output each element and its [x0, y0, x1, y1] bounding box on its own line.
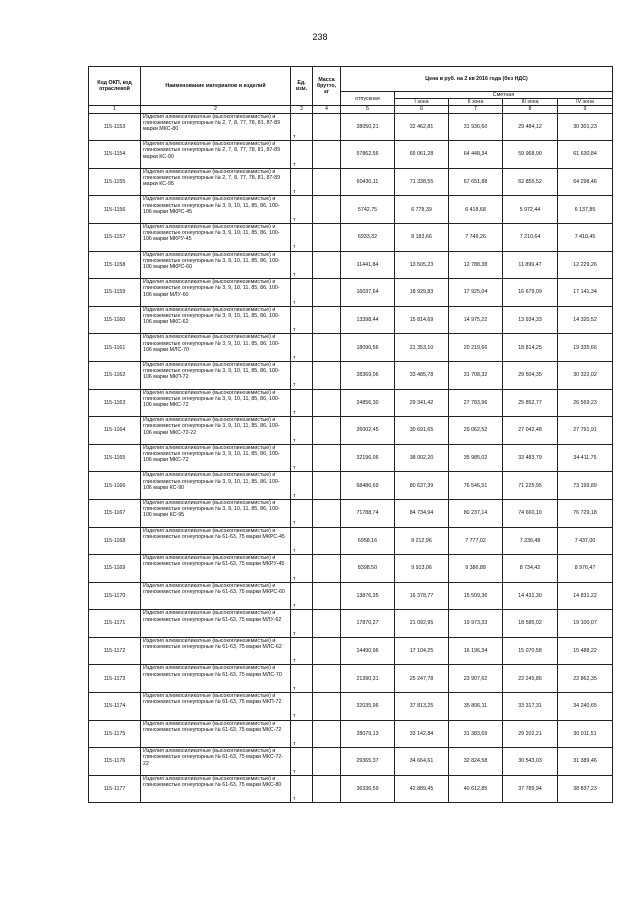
cell-zone-4-price: 34 240,65 — [558, 693, 613, 721]
cell-mass — [313, 113, 341, 141]
column-index: 3 — [291, 106, 313, 113]
cell-release-price: 8398,50 — [341, 555, 395, 583]
cell-mass — [313, 610, 341, 638]
column-index: 4 — [313, 106, 341, 113]
cell-code: 115-1173 — [89, 665, 141, 693]
cell-zone-2-price: 32 824,58 — [449, 748, 503, 776]
cell-zone-3-price: 29 504,35 — [503, 361, 558, 389]
cell-unit: т — [291, 141, 313, 169]
cell-zone-4-price: 31 389,46 — [558, 748, 613, 776]
cell-mass — [313, 499, 341, 527]
cell-unit: т — [291, 223, 313, 251]
column-index: 6 — [395, 106, 449, 113]
cell-zone-3-price: 11 899,47 — [503, 251, 558, 279]
cell-zone-2-price: 31 708,32 — [449, 361, 503, 389]
cell-release-price: 14490,96 — [341, 637, 395, 665]
header-price-group: Цена в руб. на 2 кв 2016 года (без НДС) — [341, 67, 613, 92]
cell-zone-1-price: 15 814,69 — [395, 306, 449, 334]
cell-zone-2-price: 12 788,38 — [449, 251, 503, 279]
table-row — [89, 223, 613, 251]
cell-name: Изделия алюмосиликатные (высокоглиноземистые) и глиноземистые огнеупорные № 61-63, 75 марки МКС-72 — [141, 720, 291, 748]
cell-code: 115-1176 — [89, 748, 141, 776]
cell-code: 115-1166 — [89, 472, 141, 500]
cell-name: Изделия алюмосиликатные (высокоглиноземистые) и глиноземистые огнеупорные № 3, 9, 10, 11, 85, 86, 100-106 марки КС-95 — [141, 499, 291, 527]
cell-name: Изделия алюмосиликатные (высокоглиноземистые) и глиноземистые огнеупорные № 3, 9, 10, 11, 85, 86, 100-106 марки МКРУ-45 — [141, 223, 291, 251]
cell-mass — [313, 693, 341, 721]
cell-zone-3-price: 7 210,64 — [503, 223, 558, 251]
cell-zone-4-price: 30 322,02 — [558, 361, 613, 389]
cell-zone-1-price: 33 142,84 — [395, 720, 449, 748]
cell-zone-3-price: 22 245,86 — [503, 665, 558, 693]
cell-name: Изделия алюмосиликатные (высокоглиноземистые) и глиноземистые огнеупорные № 2, 7, 8, 77, 78, 81, 87-89 марки КС-90 — [141, 141, 291, 169]
cell-zone-4-price: 26 569,23 — [558, 389, 613, 417]
cell-mass — [313, 251, 341, 279]
cell-name: Изделия алюмосиликатные (высокоглиноземистые) и глиноземистые огнеупорные № 3, 9, 10, 11, 85, 86, 100-106 марки МЛС-70 — [141, 334, 291, 362]
cell-code: 115-1160 — [89, 306, 141, 334]
cell-zone-2-price: 31 383,69 — [449, 720, 503, 748]
cell-zone-2-price: 16 196,34 — [449, 637, 503, 665]
cell-unit: т — [291, 499, 313, 527]
cell-zone-2-price: 35 985,02 — [449, 444, 503, 472]
cell-zone-3-price: 29 202,21 — [503, 720, 558, 748]
cell-code: 115-1159 — [89, 279, 141, 307]
cell-name: Изделия алюмосиликатные (высокоглиноземистые) и глиноземистые огнеупорные № 3, 9, 10, 11, 85, 86, 100-106 марки МКРС-60 — [141, 251, 291, 279]
cell-release-price: 28050,21 — [341, 113, 395, 141]
table-row — [89, 555, 613, 583]
cell-unit: т — [291, 306, 313, 334]
cell-zone-3-price: 13 934,33 — [503, 306, 558, 334]
cell-name: Изделия алюмосиликатные (высокоглиноземистые) и глиноземистые огнеупорные № 2, 7, 8, 77, 78, 81, 87-89 марки МКС-80 — [141, 113, 291, 141]
cell-zone-1-price: 34 664,61 — [395, 748, 449, 776]
cell-zone-1-price: 80 637,39 — [395, 472, 449, 500]
cell-unit: т — [291, 775, 313, 803]
cell-code: 115-1156 — [89, 196, 141, 224]
column-index: 1 — [89, 106, 141, 113]
cell-zone-3-price: 33 317,31 — [503, 693, 558, 721]
cell-name: Изделия алюмосиликатные (высокоглиноземистые) и глиноземистые огнеупорные № 3, 9, 10, 11, 85, 86, 100-106 марки МКС-72 — [141, 389, 291, 417]
cell-release-price: 18090,56 — [341, 334, 395, 362]
cell-zone-4-price: 61 630,84 — [558, 141, 613, 169]
cell-zone-2-price: 23 907,62 — [449, 665, 503, 693]
cell-zone-2-price: 64 448,34 — [449, 141, 503, 169]
cell-release-price: 29365,37 — [341, 748, 395, 776]
cell-unit: т — [291, 582, 313, 610]
cell-release-price: 11441,84 — [341, 251, 395, 279]
cell-name: Изделия алюмосиликатные (высокоглиноземистые) и глиноземистые огнеупорные № 61-63, 75 марки МКРС-60 — [141, 582, 291, 610]
cell-mass — [313, 223, 341, 251]
page-number: 238 — [312, 32, 328, 42]
cell-code: 115-1162 — [89, 361, 141, 389]
cell-zone-2-price: 31 936,60 — [449, 113, 503, 141]
cell-unit: т — [291, 417, 313, 445]
cell-unit: т — [291, 279, 313, 307]
cell-zone-4-price: 7 437,00 — [558, 527, 613, 555]
table-row — [89, 637, 613, 665]
price-table — [88, 66, 613, 803]
column-index: 9 — [558, 106, 613, 113]
cell-zone-2-price: 7 749,26 — [449, 223, 503, 251]
table-row — [89, 251, 613, 279]
cell-zone-2-price: 9 386,88 — [449, 555, 503, 583]
cell-zone-2-price: 27 783,96 — [449, 389, 503, 417]
cell-zone-4-price: 22 862,35 — [558, 665, 613, 693]
cell-zone-1-price: 38 002,20 — [395, 444, 449, 472]
cell-release-price: 71788,74 — [341, 499, 395, 527]
cell-zone-2-price: 14 975,22 — [449, 306, 503, 334]
cell-release-price: 26002,45 — [341, 417, 395, 445]
table-row — [89, 196, 613, 224]
cell-zone-2-price: 20 219,66 — [449, 334, 503, 362]
cell-zone-3-price: 30 543,03 — [503, 748, 558, 776]
cell-mass — [313, 665, 341, 693]
cell-code: 115-1177 — [89, 775, 141, 803]
cell-zone-2-price: 15 509,36 — [449, 582, 503, 610]
table-row — [89, 582, 613, 610]
column-index: 8 — [503, 106, 558, 113]
cell-mass — [313, 141, 341, 169]
cell-zone-3-price: 7 236,48 — [503, 527, 558, 555]
cell-zone-3-price: 33 483,79 — [503, 444, 558, 472]
cell-zone-1-price: 21 353,10 — [395, 334, 449, 362]
cell-code: 115-1168 — [89, 527, 141, 555]
cell-mass — [313, 196, 341, 224]
cell-zone-4-price: 14 831,22 — [558, 582, 613, 610]
cell-code: 115-1153 — [89, 113, 141, 141]
cell-zone-1-price: 18 929,83 — [395, 279, 449, 307]
cell-zone-1-price: 8 212,96 — [395, 527, 449, 555]
cell-mass — [313, 279, 341, 307]
cell-zone-1-price: 6 778,39 — [395, 196, 449, 224]
cell-zone-3-price: 16 679,09 — [503, 279, 558, 307]
table-row — [89, 113, 613, 141]
cell-mass — [313, 775, 341, 803]
cell-code: 115-1158 — [89, 251, 141, 279]
cell-unit: т — [291, 693, 313, 721]
cell-zone-1-price: 65 061,28 — [395, 141, 449, 169]
cell-zone-4-price: 17 141,34 — [558, 279, 613, 307]
cell-mass — [313, 361, 341, 389]
cell-zone-1-price: 30 691,65 — [395, 417, 449, 445]
cell-zone-4-price: 76 729,18 — [558, 499, 613, 527]
header-name: Наименование материалов и изделий — [141, 67, 291, 106]
cell-zone-3-price: 18 814,25 — [503, 334, 558, 362]
cell-name: Изделия алюмосиликатные (высокоглиноземистые) и глиноземистые огнеупорные № 61-63, 75 марки МЛС-70 — [141, 665, 291, 693]
cell-zone-2-price: 29 062,52 — [449, 417, 503, 445]
cell-unit: т — [291, 610, 313, 638]
cell-unit: т — [291, 361, 313, 389]
cell-code: 115-1175 — [89, 720, 141, 748]
cell-zone-1-price: 9 913,06 — [395, 555, 449, 583]
cell-unit: т — [291, 389, 313, 417]
cell-code: 115-1172 — [89, 637, 141, 665]
cell-zone-3-price: 25 852,77 — [503, 389, 558, 417]
cell-zone-2-price: 80 237,14 — [449, 499, 503, 527]
cell-mass — [313, 748, 341, 776]
cell-release-price: 5742,75 — [341, 196, 395, 224]
cell-name: Изделия алюмосиликатные (высокоглиноземистые) и глиноземистые огнеупорные № 3, 9, 10, 11, 85, 86, 100-106 марки КС-90 — [141, 472, 291, 500]
cell-code: 115-1154 — [89, 141, 141, 169]
cell-zone-3-price: 8 734,42 — [503, 555, 558, 583]
cell-zone-4-price: 8 976,47 — [558, 555, 613, 583]
cell-zone-4-price: 15 488,22 — [558, 637, 613, 665]
table-row — [89, 775, 613, 803]
header-zone-1: I зона — [395, 99, 449, 106]
cell-release-price: 13876,35 — [341, 582, 395, 610]
cell-zone-1-price: 25 247,78 — [395, 665, 449, 693]
cell-zone-2-price: 6 418,68 — [449, 196, 503, 224]
cell-name: Изделия алюмосиликатные (высокоглиноземистые) и глиноземистые огнеупорные № 3, 9, 10, 11, 85, 86, 100-106 марки МКП-72 — [141, 361, 291, 389]
table-row — [89, 499, 613, 527]
cell-unit: т — [291, 196, 313, 224]
cell-unit: т — [291, 720, 313, 748]
cell-zone-4-price: 64 298,46 — [558, 168, 613, 196]
cell-unit: т — [291, 168, 313, 196]
cell-zone-4-price: 30 011,51 — [558, 720, 613, 748]
cell-release-price: 28369,06 — [341, 361, 395, 389]
cell-unit: т — [291, 637, 313, 665]
table-row — [89, 693, 613, 721]
table-row — [89, 610, 613, 638]
cell-code: 115-1164 — [89, 417, 141, 445]
cell-zone-3-price: 37 789,94 — [503, 775, 558, 803]
cell-code: 115-1157 — [89, 223, 141, 251]
cell-release-price: 32035,96 — [341, 693, 395, 721]
cell-zone-3-price: 15 070,58 — [503, 637, 558, 665]
cell-code: 115-1174 — [89, 693, 141, 721]
table-row — [89, 334, 613, 362]
cell-zone-3-price: 59 968,90 — [503, 141, 558, 169]
cell-zone-2-price: 40 612,85 — [449, 775, 503, 803]
header-release-price: отпускная — [341, 92, 395, 106]
cell-name: Изделия алюмосиликатные (высокоглиноземистые) и глиноземистые огнеупорные № 3, 9, 10, 11, 85, 86, 100-106 марки МКС-72-22 — [141, 417, 291, 445]
cell-name: Изделия алюмосиликатные (высокоглиноземистые) и глиноземистые огнеупорные № 61-63, 75 марки МКС-72-22 — [141, 748, 291, 776]
cell-zone-3-price: 74 660,10 — [503, 499, 558, 527]
cell-zone-4-price: 19 100,07 — [558, 610, 613, 638]
cell-zone-1-price: 33 485,78 — [395, 361, 449, 389]
cell-zone-3-price: 14 431,30 — [503, 582, 558, 610]
cell-unit: т — [291, 472, 313, 500]
cell-zone-1-price: 42 889,45 — [395, 775, 449, 803]
header-zone-3: III зона — [503, 99, 558, 106]
cell-zone-2-price: 17 925,04 — [449, 279, 503, 307]
cell-code: 115-1170 — [89, 582, 141, 610]
table-body — [89, 113, 613, 803]
cell-zone-4-price: 14 320,52 — [558, 306, 613, 334]
cell-zone-1-price: 21 092,95 — [395, 610, 449, 638]
header-unit: Ед. изм. — [291, 67, 313, 106]
cell-name: Изделия алюмосиликатные (высокоглиноземистые) и глиноземистые огнеупорные № 61-63, 75 марки МКС-80 — [141, 775, 291, 803]
cell-zone-2-price: 67 651,88 — [449, 168, 503, 196]
cell-unit: т — [291, 251, 313, 279]
cell-zone-4-price: 30 301,23 — [558, 113, 613, 141]
table-row — [89, 665, 613, 693]
cell-zone-4-price: 73 199,89 — [558, 472, 613, 500]
cell-mass — [313, 417, 341, 445]
cell-release-price: 28079,13 — [341, 720, 395, 748]
cell-zone-4-price: 38 837,23 — [558, 775, 613, 803]
cell-name: Изделия алюмосиликатные (высокоглиноземистые) и глиноземистые огнеупорные № 2, 7, 8, 77, 78, 81, 87-89 марки КС-95 — [141, 168, 291, 196]
cell-zone-3-price: 71 225,95 — [503, 472, 558, 500]
cell-release-price: 21390,31 — [341, 665, 395, 693]
cell-name: Изделия алюмосиликатные (высокоглиноземистые) и глиноземистые огнеупорные № 61-63, 75 марки МКРУ-45 — [141, 555, 291, 583]
cell-zone-1-price: 84 734,94 — [395, 499, 449, 527]
cell-zone-4-price: 27 791,91 — [558, 417, 613, 445]
cell-zone-2-price: 35 806,11 — [449, 693, 503, 721]
cell-unit: т — [291, 444, 313, 472]
column-index: 7 — [449, 106, 503, 113]
cell-unit: т — [291, 555, 313, 583]
cell-release-price: 36336,59 — [341, 775, 395, 803]
table-row — [89, 527, 613, 555]
cell-zone-1-price: 29 341,42 — [395, 389, 449, 417]
table-row — [89, 444, 613, 472]
cell-zone-1-price: 17 104,25 — [395, 637, 449, 665]
table-row — [89, 279, 613, 307]
cell-release-price: 57862,56 — [341, 141, 395, 169]
header-mass: Масса брутто, кг — [313, 67, 341, 106]
cell-zone-1-price: 16 378,77 — [395, 582, 449, 610]
cell-zone-1-price: 37 813,25 — [395, 693, 449, 721]
table-row — [89, 306, 613, 334]
cell-mass — [313, 582, 341, 610]
header-zone-2: II зона — [449, 99, 503, 106]
cell-zone-3-price: 5 972,44 — [503, 196, 558, 224]
cell-zone-4-price: 12 229,26 — [558, 251, 613, 279]
cell-zone-4-price: 34 411,75 — [558, 444, 613, 472]
cell-release-price: 6933,32 — [341, 223, 395, 251]
table-row — [89, 389, 613, 417]
cell-zone-1-price: 71 338,55 — [395, 168, 449, 196]
header-code: Код ОКП, код отраслевой — [89, 67, 141, 106]
cell-mass — [313, 306, 341, 334]
cell-code: 115-1161 — [89, 334, 141, 362]
column-index: 5 — [341, 106, 395, 113]
table-row — [89, 361, 613, 389]
cell-mass — [313, 168, 341, 196]
cell-unit: т — [291, 113, 313, 141]
table-row — [89, 168, 613, 196]
cell-zone-3-price: 29 484,12 — [503, 113, 558, 141]
cell-mass — [313, 555, 341, 583]
cell-release-price: 13398,44 — [341, 306, 395, 334]
cell-unit: т — [291, 334, 313, 362]
cell-name: Изделия алюмосиликатные (высокоглиноземистые) и глиноземистые огнеупорные № 3, 9, 10, 11, 85, 86, 100-106 марки МЛУ-60 — [141, 279, 291, 307]
table-row — [89, 748, 613, 776]
cell-unit: т — [291, 665, 313, 693]
cell-unit: т — [291, 748, 313, 776]
cell-mass — [313, 444, 341, 472]
cell-mass — [313, 527, 341, 555]
cell-release-price: 68486,69 — [341, 472, 395, 500]
cell-mass — [313, 720, 341, 748]
cell-mass — [313, 389, 341, 417]
column-index: 2 — [141, 106, 291, 113]
cell-zone-4-price: 6 137,85 — [558, 196, 613, 224]
cell-zone-1-price: 13 505,23 — [395, 251, 449, 279]
cell-mass — [313, 334, 341, 362]
header-estimate-price: Сметная — [395, 92, 613, 99]
cell-zone-2-price: 76 546,51 — [449, 472, 503, 500]
cell-zone-2-price: 7 777,02 — [449, 527, 503, 555]
cell-name: Изделия алюмосиликатные (высокоглиноземистые) и глиноземистые огнеупорные № 61-63, 75 марки МКРС-45 — [141, 527, 291, 555]
cell-release-price: 17870,27 — [341, 610, 395, 638]
cell-unit: т — [291, 527, 313, 555]
cell-name: Изделия алюмосиликатные (высокоглиноземистые) и глиноземистые огнеупорные № 3, 9, 10, 11, 85, 86, 100-106 марки МКС-62 — [141, 306, 291, 334]
cell-code: 115-1155 — [89, 168, 141, 196]
cell-code: 115-1165 — [89, 444, 141, 472]
cell-name: Изделия алюмосиликатные (высокоглиноземистые) и глиноземистые огнеупорные № 3, 9, 10, 11, 85, 86, 100-106 марки МКРС-45 — [141, 196, 291, 224]
cell-zone-1-price: 8 183,66 — [395, 223, 449, 251]
cell-zone-3-price: 27 042,48 — [503, 417, 558, 445]
cell-code: 115-1163 — [89, 389, 141, 417]
cell-code: 115-1169 — [89, 555, 141, 583]
cell-release-price: 6958,16 — [341, 527, 395, 555]
cell-name: Изделия алюмосиликатные (высокоглиноземистые) и глиноземистые огнеупорные № 61-63, 75 марки МКП-72 — [141, 693, 291, 721]
cell-code: 115-1171 — [89, 610, 141, 638]
table-row — [89, 417, 613, 445]
cell-release-price: 24856,30 — [341, 389, 395, 417]
cell-mass — [313, 472, 341, 500]
cell-mass — [313, 637, 341, 665]
table-row — [89, 472, 613, 500]
cell-name: Изделия алюмосиликатные (высокоглиноземистые) и глиноземистые огнеупорные № 61-63, 75 марки МЛУ-62 — [141, 610, 291, 638]
cell-zone-1-price: 32 462,81 — [395, 113, 449, 141]
cell-name: Изделия алюмосиликатные (высокоглиноземистые) и глиноземистые огнеупорные № 3, 9, 10, 11, 85, 86, 100-106 марки МКС-72 — [141, 444, 291, 472]
table-row — [89, 720, 613, 748]
header-zone-4: IV зона — [558, 99, 613, 106]
cell-release-price: 32196,06 — [341, 444, 395, 472]
table-row — [89, 141, 613, 169]
cell-code: 115-1167 — [89, 499, 141, 527]
cell-zone-3-price: 62 855,52 — [503, 168, 558, 196]
cell-release-price: 60430,11 — [341, 168, 395, 196]
cell-name: Изделия алюмосиликатные (высокоглиноземистые) и глиноземистые огнеупорные № 61-63, 75 марки МЛС-62 — [141, 637, 291, 665]
cell-zone-4-price: 7 410,45 — [558, 223, 613, 251]
cell-release-price: 16037,64 — [341, 279, 395, 307]
cell-zone-3-price: 18 585,02 — [503, 610, 558, 638]
cell-zone-4-price: 19 335,66 — [558, 334, 613, 362]
cell-zone-2-price: 19 973,33 — [449, 610, 503, 638]
